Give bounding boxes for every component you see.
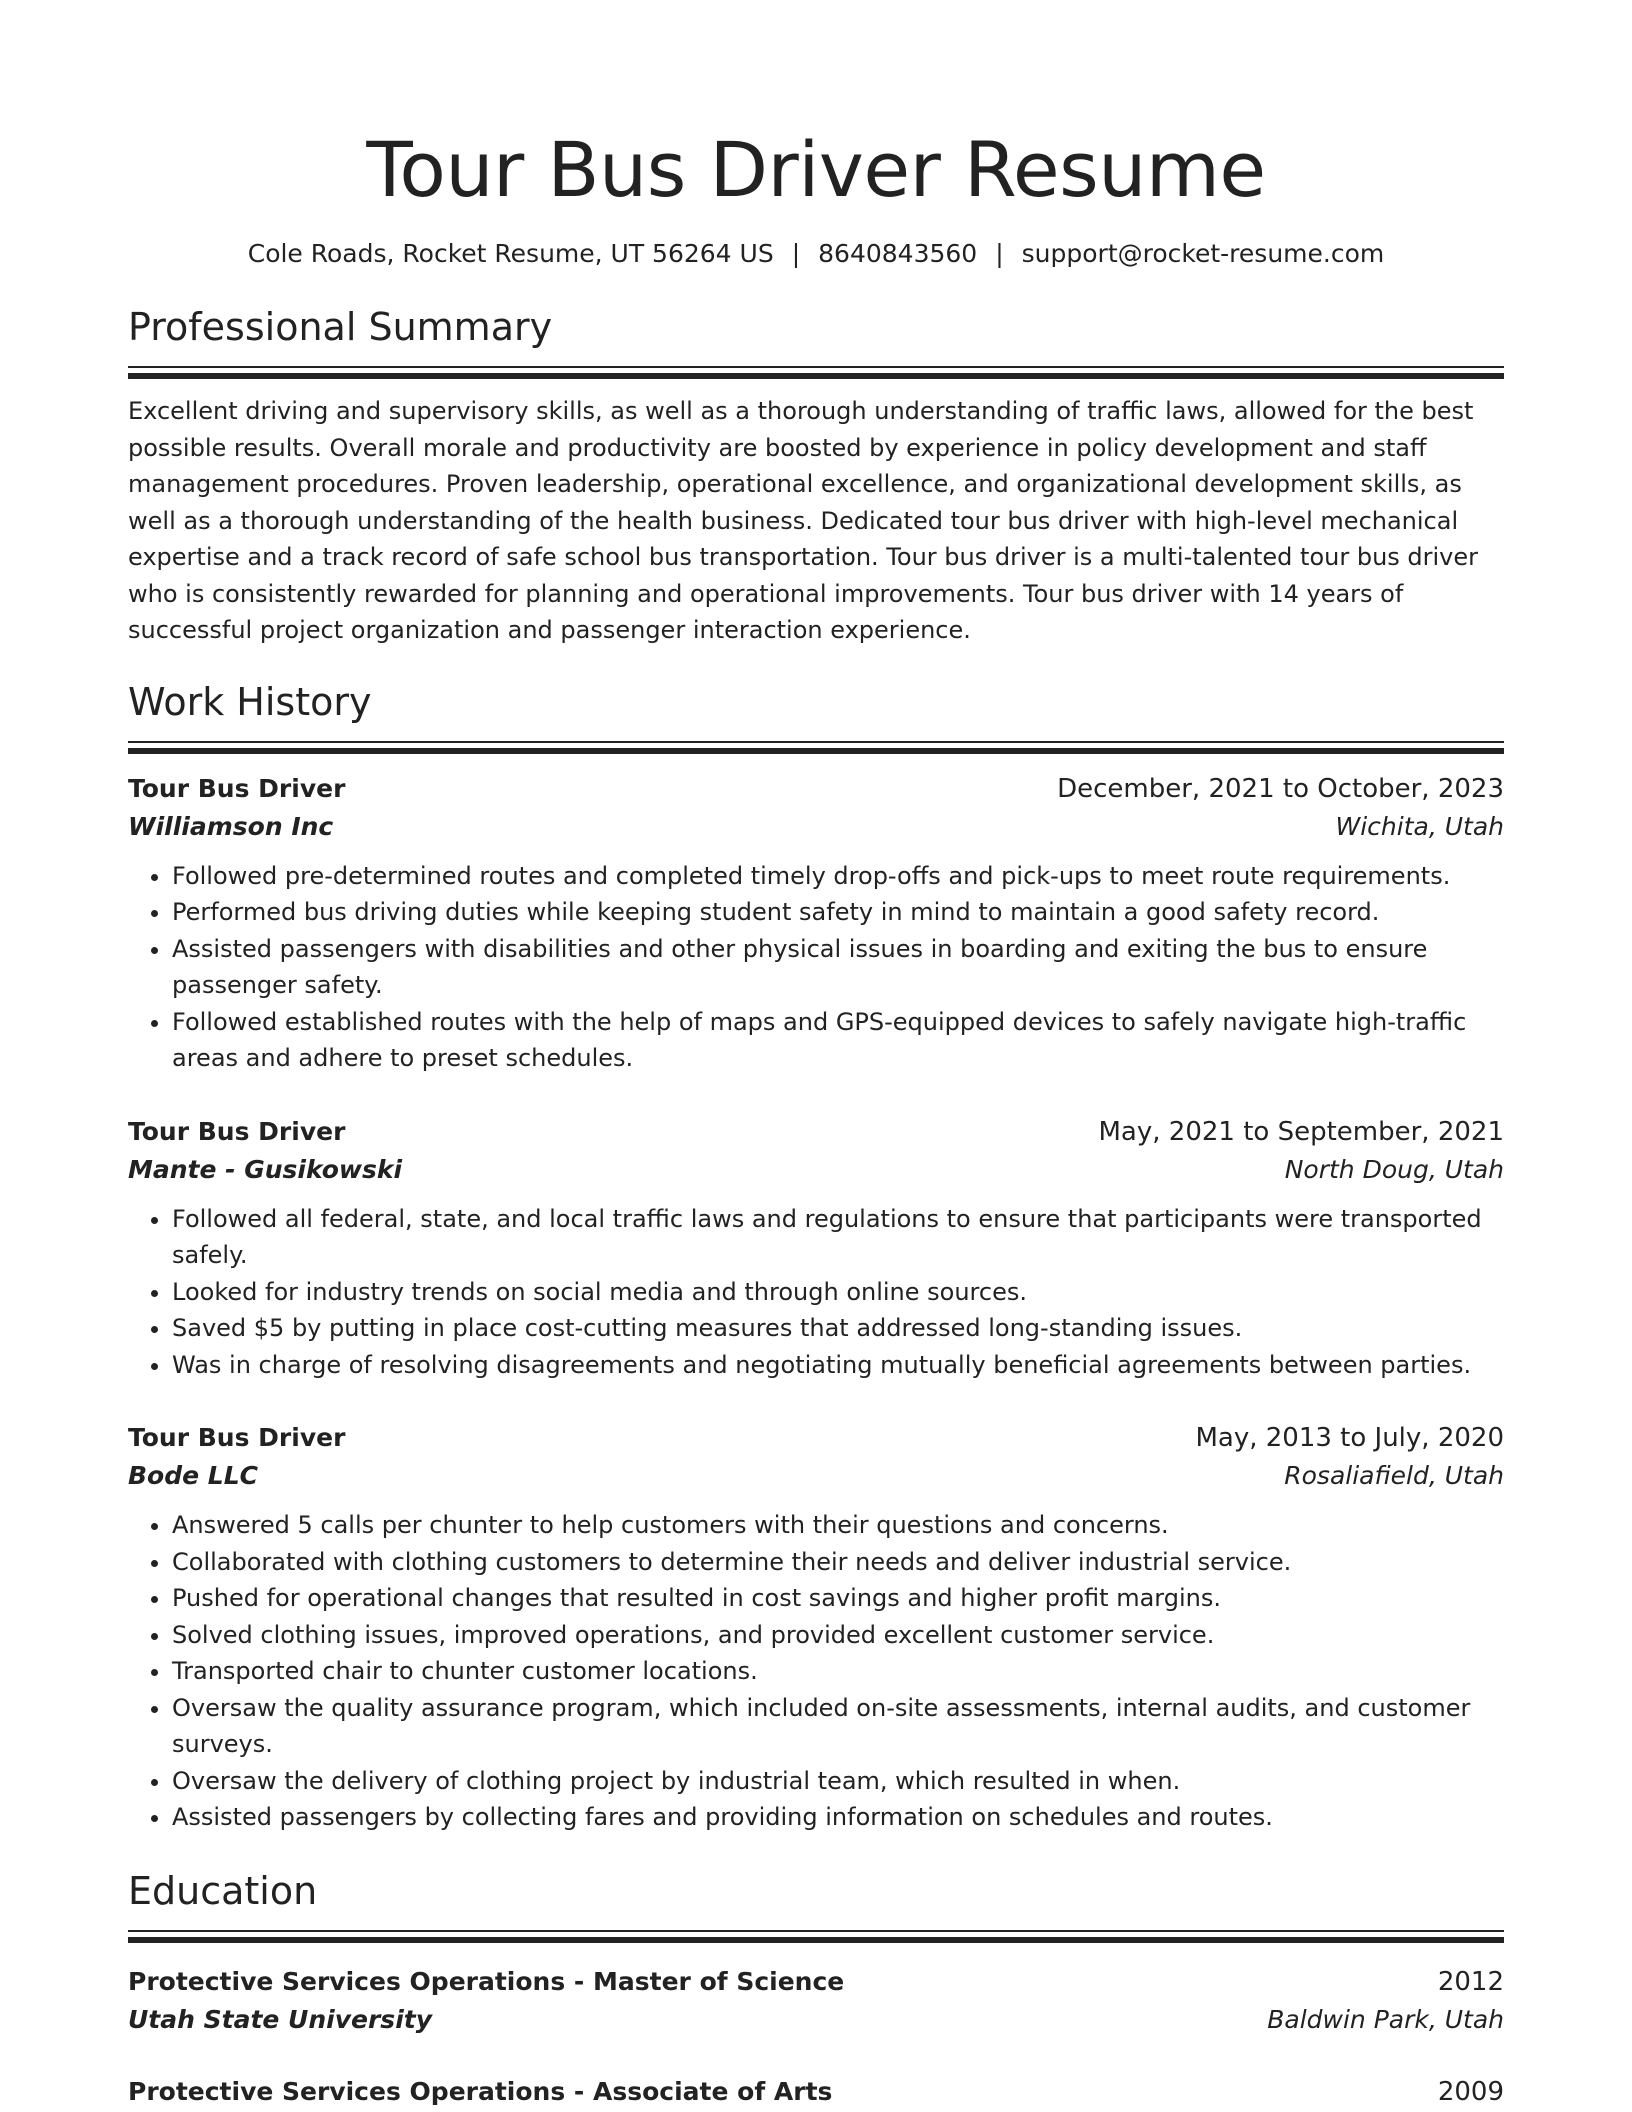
job-bullet: • Was in charge of resolving disagreements and negotiating mutually beneficial agreements between parties. [172,1347,1504,1384]
work-history-section [128,677,1504,1836]
contact-address: Cole Roads, Rocket Resume, UT 56264 US [247,239,774,268]
job-bullet: • Collaborated with clothing customers to determine their needs and deliver industrial service. [172,1544,1504,1581]
job-dates: December, 2021 to October, 2023 [1057,773,1504,804]
education-header-row [128,1963,1504,2001]
contact-separator: | [791,239,801,268]
education-degree: Protective Services Operations - Associate of Arts [128,2076,833,2106]
job-location: North Doug, Utah [1284,1154,1504,1184]
education-year: 2012 [1437,1966,1504,1997]
resume-title: Tour Bus Driver Resume [366,125,1266,214]
contact-email: support@rocket-resume.com [1021,239,1385,268]
contact-separator: | [995,239,1004,268]
job-bullet: • Followed pre-determined routes and completed timely drop-offs and pick-ups to meet route requirements. [172,858,1504,895]
job-bullet: • Followed established routes with the help of maps and GPS-equipped devices to safely navigate high-traffic areas and adhere to preset schedules. [172,1004,1504,1077]
job-company-row [128,1151,1504,1189]
summary-text: Excellent driving and supervisory skills, as well as a thorough understanding of traffic laws, allowed for the best possible results. Overall morale and productivity are boosted by experience in policy development and staff management procedures. Proven leadership, operational excellence, and organizational development skills, as well as a thorough understanding of the health business. Dedicated tour bus driver with high-level mechanical expertise and a track record of safe school bus transportation. Tour bus driver is a multi-talented tour bus driver who is consistently rewarded for planning and operational improvements. Tour bus driver with 14 years of successful project organization and passenger interaction experience. [128,397,1479,644]
education-school: Utah State University [128,2004,433,2034]
job-header-row [128,770,1504,808]
job-bullet-list [128,1201,1504,1384]
job-bullet: • Oversaw the delivery of clothing project by industrial team, which resulted in when. [172,1763,1504,1800]
contact-phone: 8640843560 [818,239,978,268]
job-bullet: • Looked for industry trends on social media and through online sources. [172,1274,1504,1311]
job-bullet: • Performed bus driving duties while keeping student safety in mind to maintain a good safety record. [172,894,1504,931]
section-divider [128,1930,1504,1943]
job-location: Wichita, Utah [1335,811,1504,841]
job-title: Tour Bus Driver [128,1423,346,1452]
job-company: Williamson Inc [128,811,334,841]
job-bullet: • Assisted passengers by collecting fares and providing information on schedules and routes. [172,1799,1504,1836]
job-bullet: • Assisted passengers with disabilities and other physical issues in boarding and exiting the bus to ensure passenger safety. [172,931,1504,1004]
job-company-row [128,808,1504,846]
education-entry [128,1963,1504,2039]
section-heading: Professional Summary [128,305,553,349]
education-section [128,1866,1504,2111]
job-bullet: • Followed all federal, state, and local traffic laws and regulations to ensure that participants were transported safely. [172,1201,1504,1274]
job-dates: May, 2013 to July, 2020 [1195,1423,1504,1453]
education-degree: Protective Services Operations - Master of Science [128,1966,845,1996]
job-bullet: • Transported chair to chunter customer locations. [172,1653,1504,1690]
job-bullet-list [128,858,1504,1077]
job-bullet: • Saved $5 by putting in place cost-cutting measures that addressed long-standing issues. [172,1310,1504,1347]
job-header-row [128,1113,1504,1151]
job-header-row [128,1419,1504,1457]
education-year: 2009 [1437,2076,1504,2107]
job-entry [128,1113,1504,1384]
contact-line [128,236,1504,272]
job-list [128,770,1504,1836]
education-entry [128,2073,1504,2111]
job-company: Bode LLC [128,1461,258,1490]
job-entry [128,1419,1504,1836]
education-header-row [128,2073,1504,2111]
job-bullet: • Pushed for operational changes that resulted in cost savings and higher profit margins. [172,1580,1504,1617]
section-heading: Work History [128,679,372,724]
job-bullet-list [128,1507,1504,1836]
professional-summary-section [128,302,1504,649]
education-location: Baldwin Park, Utah [1267,2004,1504,2034]
job-location: Rosaliafield, Utah [1284,1461,1504,1490]
job-dates: May, 2021 to September, 2021 [1098,1116,1504,1147]
job-title: Tour Bus Driver [128,1116,346,1146]
section-heading: Education [128,1868,318,1913]
section-divider [128,741,1504,754]
job-bullet: • Answered 5 calls per chunter to help customers with their questions and concerns. [172,1507,1504,1544]
job-company: Mante - Gusikowski [128,1154,403,1184]
section-divider [128,366,1504,379]
job-title: Tour Bus Driver [128,773,346,803]
resume-page [128,118,1504,2111]
job-bullet: • Oversaw the quality assurance program, which included on-site assessments, internal audits, and customer surveys. [172,1690,1504,1763]
job-entry [128,770,1504,1077]
education-school-row [128,2001,1504,2039]
education-list [128,1963,1504,2111]
job-company-row [128,1457,1504,1495]
job-bullet: • Solved clothing issues, improved operations, and provided excellent customer service. [172,1617,1504,1654]
